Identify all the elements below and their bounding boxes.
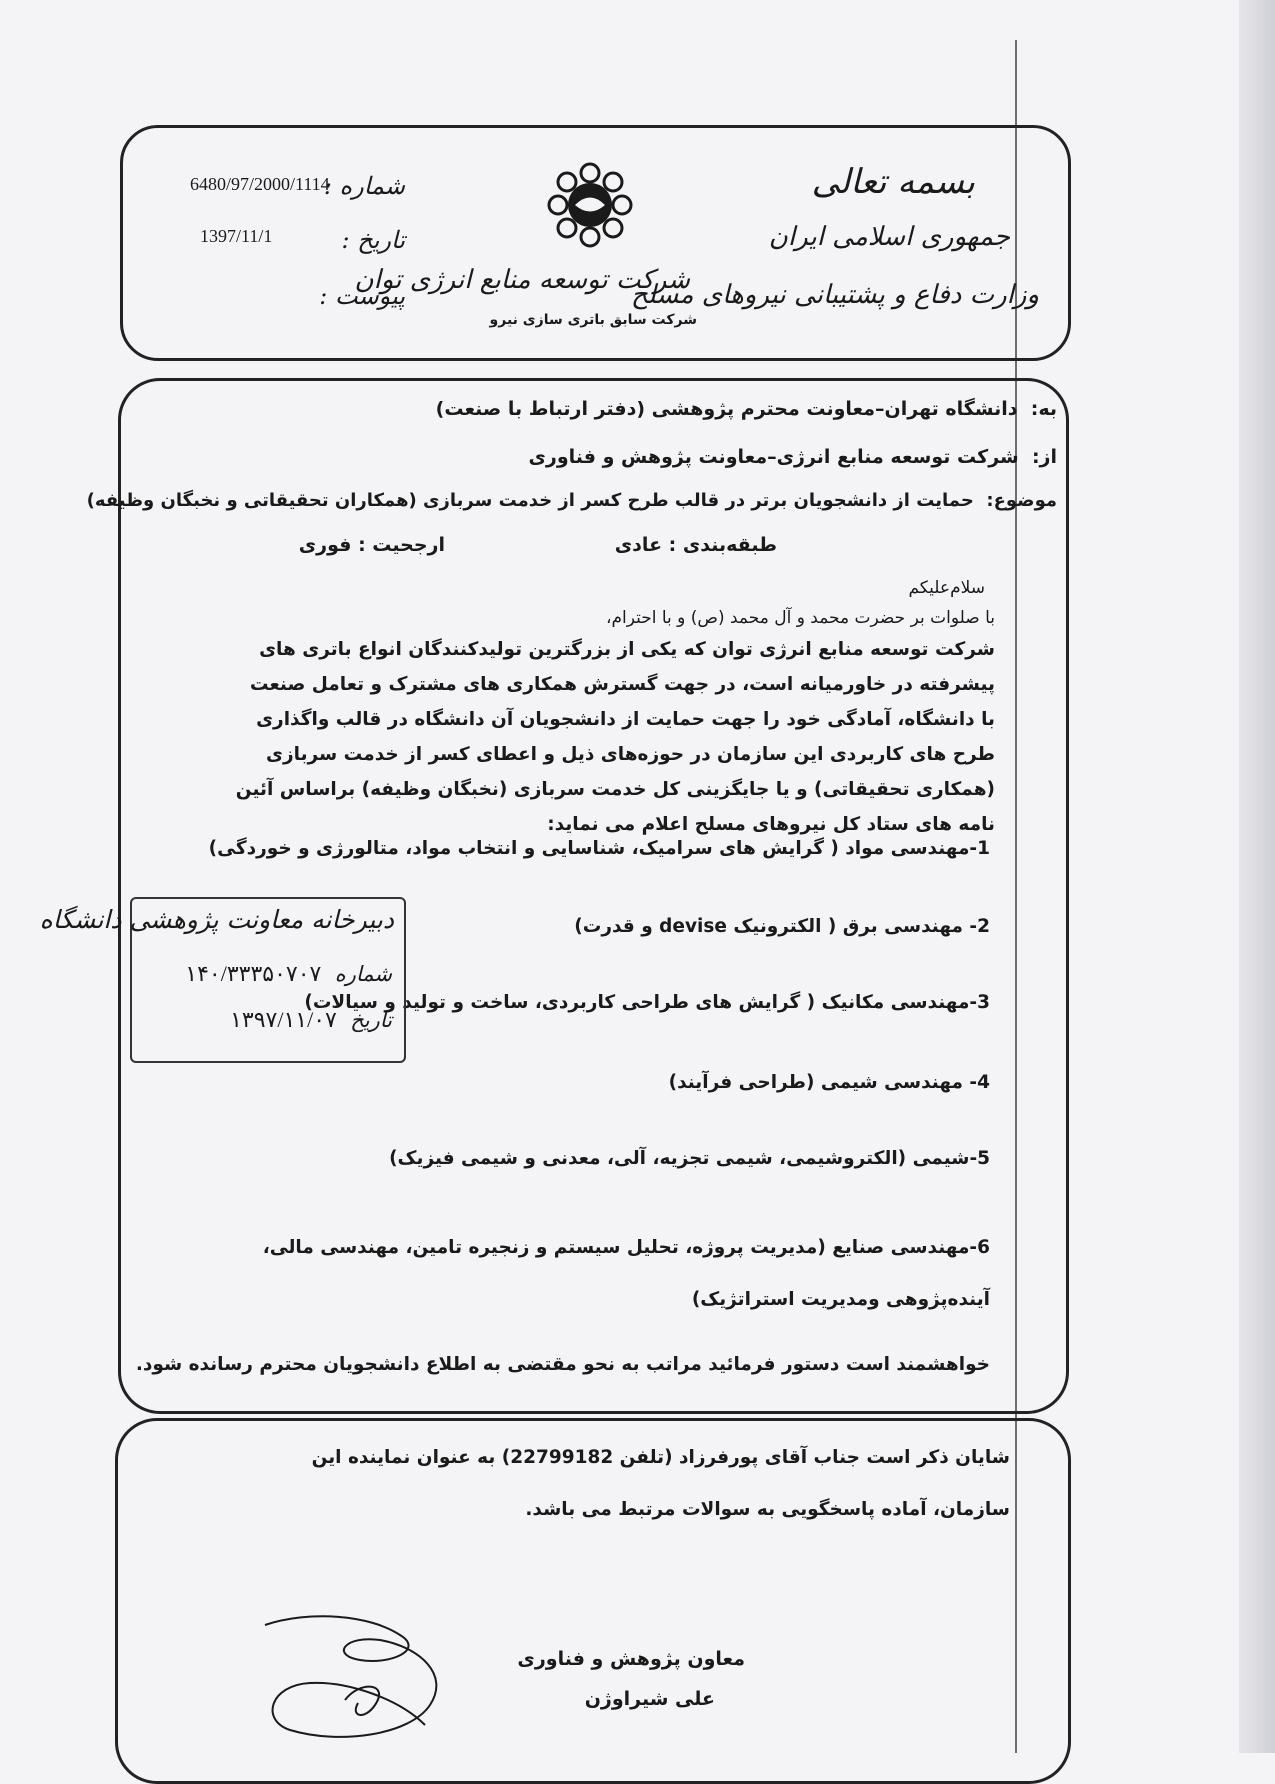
letter-number-value: 6480/97/2000/1114 xyxy=(190,174,330,194)
greeting: سلام‌علیکم xyxy=(908,578,985,598)
stamp-title: دبیرخانه معاونت پژوهشی دانشگاه xyxy=(39,905,394,934)
stamp-number-label: شماره xyxy=(334,962,392,986)
to-value: دانشگاه تهران–معاونت محترم پژوهشی (دفتر ارتباط با صنعت) xyxy=(435,398,1018,420)
subject-line xyxy=(87,490,1057,511)
field-item-6: 6-مهندسی صنایع (مدیریت پروژه، تحلیل سیستم و زنجیره تامین، مهندسی مالی، آینده‌پژوهی ومدیریت استراتژیک) xyxy=(262,1237,990,1310)
letter-date-value: 1397/11/1 xyxy=(200,226,273,246)
bismillah-heading: بسمه تعالی xyxy=(811,162,975,202)
republic-title: جمهوری اسلامی ایران xyxy=(768,222,1010,252)
company-former-name: شرکت سابق باتری سازی نیرو xyxy=(489,312,697,328)
stamp-number-value: ۱۴۰/۳۳۳۵۰۷۰۷ xyxy=(185,961,322,986)
ministry-title: وزارت دفاع و پشتیبانی نیروهای مسلح xyxy=(631,280,1039,310)
from-value: شرکت توسعه منابع انرژی–معاونت پژوهش و فناوری xyxy=(528,446,1019,468)
company-logo-icon xyxy=(545,160,635,250)
salutation: با صلوات بر حضرت محمد و آل محمد (ص) و با احترام، xyxy=(605,608,995,628)
university-registry-stamp xyxy=(39,897,406,1063)
closing-request: خواهشمند است دستور فرمائید مراتب به نحو مقتضی به اطلاع دانشجویان محترم رسانده شود. xyxy=(135,1354,990,1375)
stamp-date-row xyxy=(230,1007,392,1033)
field-item-4: 4- مهندسی شیمی (طراحی فرآیند) xyxy=(668,1072,990,1093)
subject-label: موضوع: xyxy=(986,490,1057,511)
stamp-date-label: تاریخ xyxy=(350,1008,392,1032)
from-label: از: xyxy=(1031,446,1057,468)
priority: ارجحیت : فوری xyxy=(298,534,445,556)
page-edge-shadow xyxy=(1239,0,1275,1753)
letter-date-label: تاریخ : xyxy=(341,226,405,254)
subject-value: حمایت از دانشجویان برتر در قالب طرح کسر از خدمت سربازی (همکاران تحقیقاتی و نخبگان وظیفه) xyxy=(86,490,974,511)
to-line xyxy=(436,398,1057,420)
stamp-date-value: ۱۳۹۷/۱۱/۰۷ xyxy=(230,1007,337,1032)
from-line xyxy=(529,446,1058,468)
letter-number-label: شماره : xyxy=(323,172,405,200)
field-item-1: 1-مهندسی مواد ( گرایش های سرامیک، شناسایی و انتخاب مواد، متالورژی و خوردگی) xyxy=(208,838,990,859)
main-paragraph: شرکت توسعه منابع انرژی توان که یکی از بزرگترین تولیدکنندگان انواع باتری های پیشرفته در خاورمیانه است، در جهت گسترش همکاری های مشترک و تعامل صنعت با دانشگاه، آمادگی خود را جهت حمایت از دانشجویان آن دانشگاه در قالب واگذاری طرح های کاربردی این سازمان در حوزه‌های ذیل و اعطای کسر از خدمت سربازی (همکاری تحقیقاتی) و یا جایگزینی کل خدمت سربازی (نخبگان وظیفه) براساس آئین نامه های ستاد کل نیروهای مسلح اعلام می نماید: xyxy=(235,639,995,835)
field-item-3: 3-مهندسی مکانیک ( گرایش های طراحی کاربردی، ساخت و تولید و سیالات) xyxy=(304,992,990,1013)
stamp-number-row xyxy=(185,961,392,987)
letter-attachment-label: پیوست : xyxy=(319,282,405,310)
field-item-2: 2- مهندسی برق ( الکترونیک devise و قدرت) xyxy=(574,916,990,937)
company-name: شرکت توسعه منابع انرژی توان xyxy=(354,265,690,295)
to-label: به: xyxy=(1030,398,1057,420)
contact-note: شایان ذکر است جناب آقای پورفرزاد (تلفن 22799182) به عنوان نماینده این سازمان، آماده پاسخگویی به سوالات مرتبط می باشد. xyxy=(311,1447,1010,1520)
signatory-title: معاون پژوهش و فناوری xyxy=(517,1648,745,1670)
signature-icon xyxy=(250,1605,470,1753)
field-item-5: 5-شیمی (الکتروشیمی، شیمی تجزیه، آلی، معدنی و شیمی فیزیک) xyxy=(389,1148,990,1169)
signatory-name: علی شیراوژن xyxy=(584,1688,715,1710)
classification: طبقه‌بندی : عادی xyxy=(614,534,777,556)
